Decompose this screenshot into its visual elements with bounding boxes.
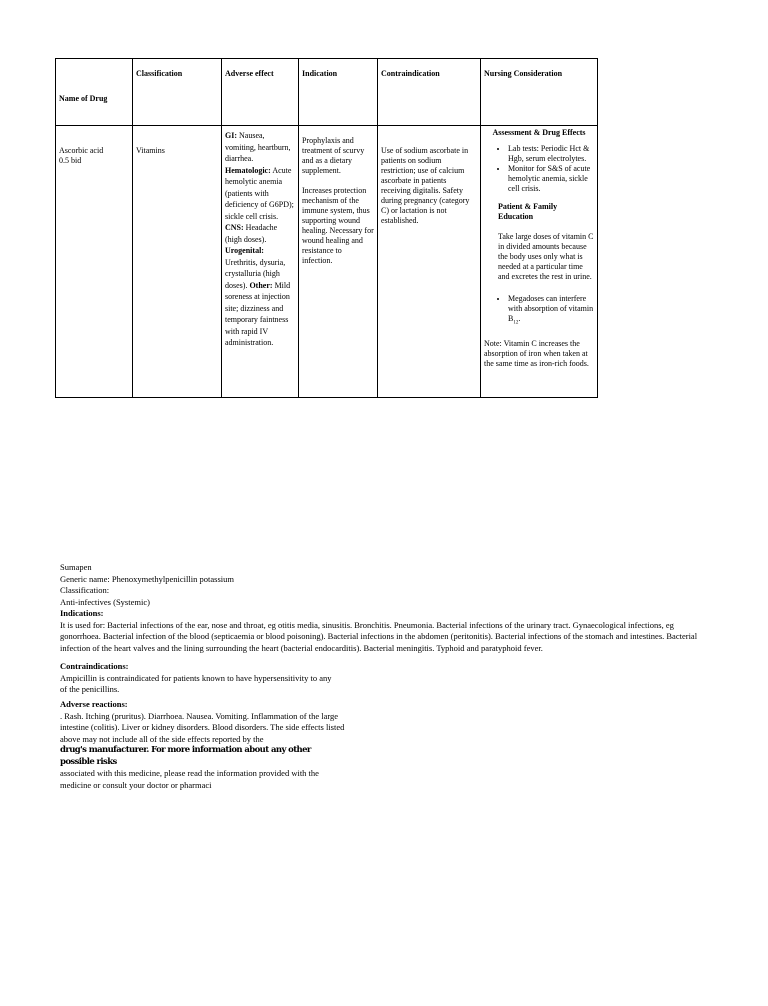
megadoses-end: .	[518, 314, 521, 323]
sumapen-adverse-section	[60, 699, 345, 791]
adverse-gi-text: Nausea, vomiting, heartburn, diarrhea.	[225, 131, 291, 163]
sumapen-contra-text: Ampicillin is contraindicated for patients known to have hypersensitivity to any of the penicillins.	[60, 672, 332, 694]
sumapen-classification-value: Anti-infectives (Systemic)	[60, 596, 150, 607]
cell-adverse-effect	[222, 126, 299, 398]
sumapen-contra-label: Contraindications:	[60, 661, 129, 671]
sumapen-section	[60, 562, 710, 654]
adverse-gi-label: GI:	[225, 131, 237, 140]
sumapen-classification-label: Classification:	[60, 585, 110, 595]
adverse-other-label: Other:	[249, 280, 273, 290]
drug-name: Ascorbic acid	[59, 146, 104, 155]
header-contraindication: Contraindication	[378, 59, 481, 126]
cell-classification	[133, 126, 222, 398]
sumapen-generic: Generic name: Phenoxymethylpenicillin potassium	[60, 573, 234, 584]
cell-indication	[299, 126, 378, 398]
cell-contraindication	[378, 126, 481, 398]
contraindication-text: Use of sodium ascorbate in patients on sodium restriction; use of calcium ascorbate in patients receiving digitalis. Safety during pregnancy (category C) or lactation is not established.	[381, 146, 470, 225]
sumapen-adverse-label: Adverse reactions:	[60, 699, 128, 709]
adverse-uro-label: Urogenital:	[225, 246, 264, 255]
megadoses-text: Megadoses can interfere with absorption of vitamin B	[508, 294, 594, 323]
sumapen-indications-text: It is used for: Bacterial infections of the ear, nose and throat, eg otitis media, sinusitis. Bronchitis. Pneumonia. Bacterial infections of the urinary tract. Gynaecological infections, eg gonorrhoea. Bacterial infection of the blood (septicaemia or blood poisoning). Bacterial infections in the abdomen (peritonitis). Bacterial infections of the stomach and intestines. Bacterial infection of the heart valves and the lining surrounding the heart (bacterial endocarditis). Bacterial meningitis. Typhoid and paratyphoid fever.	[60, 619, 698, 653]
adverse-cns-label: CNS:	[225, 223, 244, 232]
adverse-uro-text: Urethritis, dysuria, crystalluria (high doses).	[225, 257, 286, 290]
list-item: • Lab tests: Periodic Hct & Hgb, serum electrolytes.	[508, 144, 594, 164]
nursing-heading-assessment: Assessment & Drug Effects	[492, 128, 586, 137]
adverse-cns-text: Headache (high doses).	[225, 223, 278, 244]
education-paragraph: Take large doses of vitamin C in divided amounts because the body uses only what is needed at a particular time and excretes the rest in urine.	[498, 232, 594, 281]
header-name-of-drug: Name of Drug	[56, 59, 133, 126]
sumapen-adverse-bold: drug's manufacturer. For more information about any other possible risks	[60, 745, 311, 767]
table-header-row	[56, 59, 598, 126]
adverse-hem-label: Hematologic:	[225, 165, 271, 175]
header-classification: Classification	[133, 59, 222, 126]
vitamin-subscript: 12	[513, 320, 519, 326]
list-item: • Monitor for S&S of acute hemolytic anemia, sickle cell crisis.	[508, 164, 594, 194]
table-row	[56, 126, 598, 398]
classification-value: Vitamins	[136, 146, 165, 155]
header-adverse-effect: Adverse effect	[222, 59, 299, 126]
adverse-hem-text: Acute hemolytic anemia (patients with deficiency of G6PD); sickle cell crisis.	[225, 165, 294, 221]
assessment-list	[496, 144, 594, 194]
drug-table	[55, 58, 598, 398]
indication-para-1: Prophylaxis and treatment of scurvy and as a dietary supplement.	[302, 136, 365, 175]
education-list	[496, 294, 594, 329]
nursing-note: Note: Vitamin C increases the absorption of iron when taken at the same time as iron-rich foods.	[484, 338, 589, 368]
cell-nursing-consideration	[481, 126, 598, 398]
header-indication: Indication	[299, 59, 378, 126]
sumapen-indications-label: Indications:	[60, 608, 104, 618]
sumapen-adverse-text1: . Rash. Itching (pruritus). Diarrhoea. Nausea. Vomiting. Inflammation of the large intestine (colitis). Liver or kidney disorders. Blood disorders. The side effects listed above may not include all of the side effects reported by the	[60, 710, 345, 744]
sumapen-adverse-text2: associated with this medicine, please read the information provided with the medicine or consult your doctor or pharmaci	[60, 768, 319, 790]
adverse-other-text: Mild soreness at injection site; dizziness and temporary faintness with rapid IV administration.	[225, 280, 291, 347]
list-item	[508, 294, 594, 329]
sumapen-contra-section	[60, 661, 340, 696]
sumapen-title: Sumapen	[60, 562, 92, 572]
cell-drug-name	[56, 126, 133, 398]
header-nursing-consideration: Nursing Consideration	[481, 59, 598, 126]
drug-dose: 0.5 bid	[59, 156, 82, 165]
indication-para-2: Increases protection mechanism of the immune system, thus supporting wound healing. Necessary for wound healing and resistance to infection.	[302, 186, 374, 265]
nursing-heading-education: Patient & Family Education	[498, 202, 558, 221]
